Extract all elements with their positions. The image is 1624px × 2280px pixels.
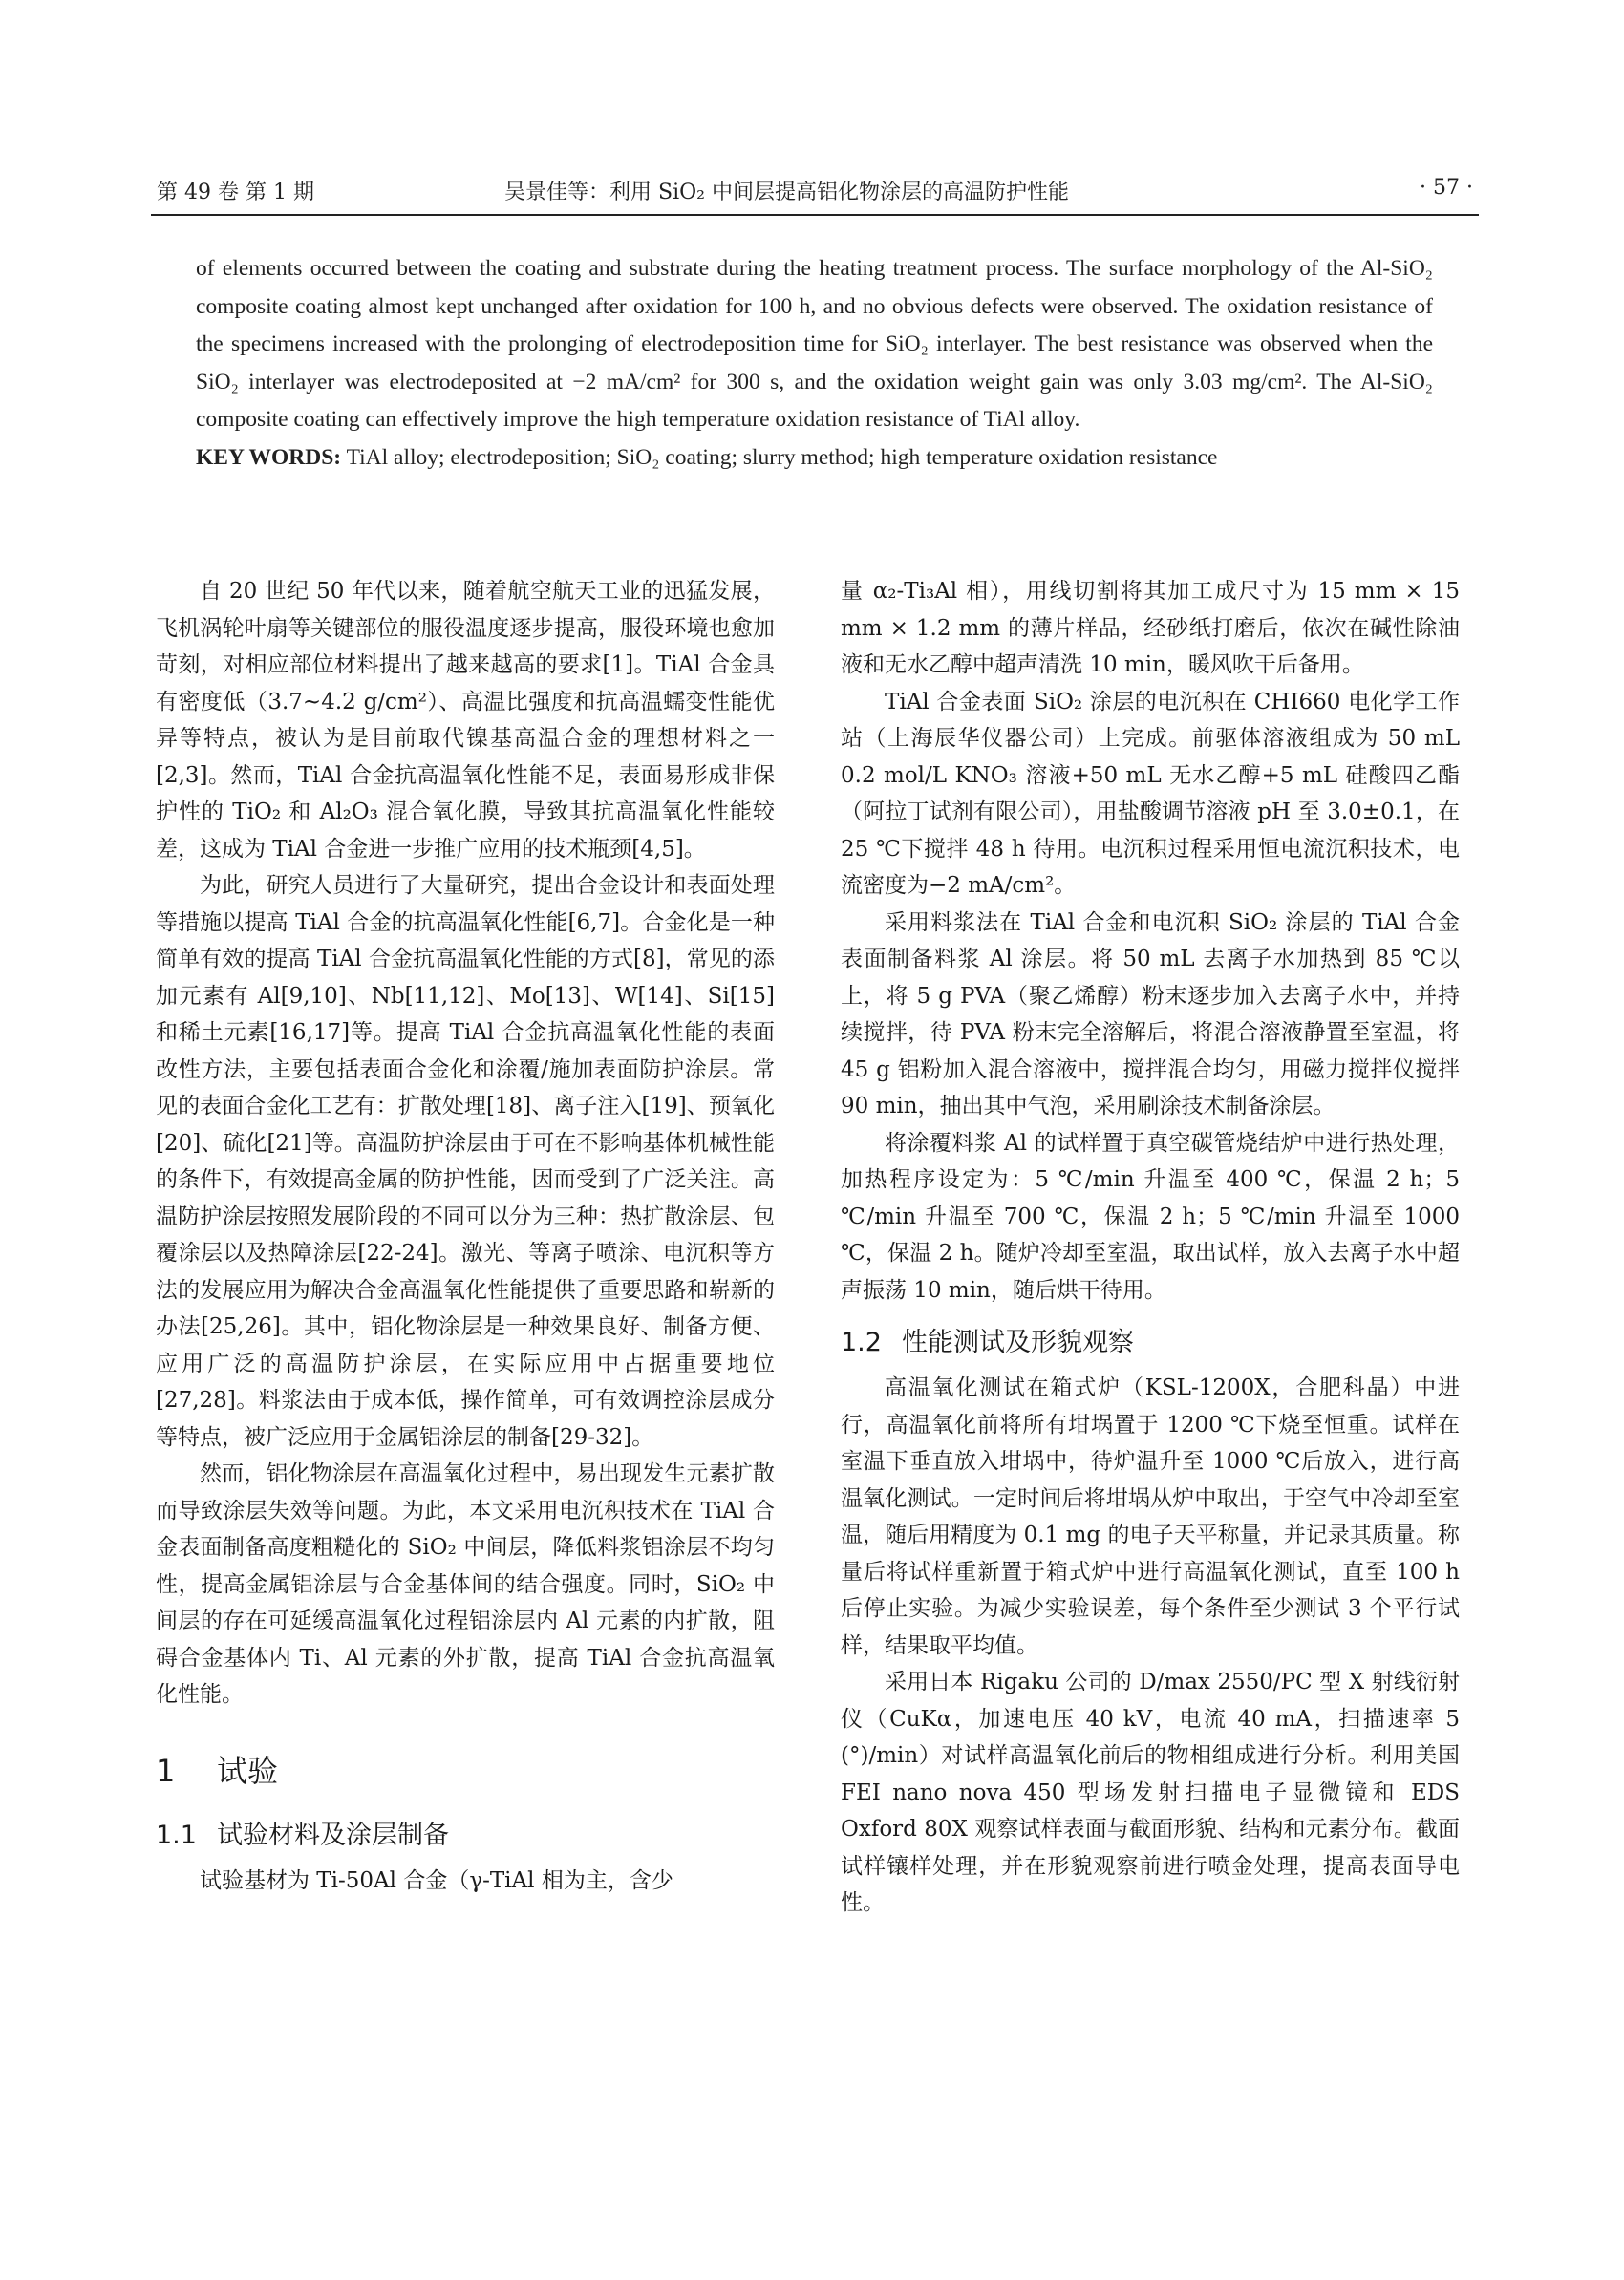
materials-paragraph-cont: 量 α₂-Ti₃Al 相），用线切割将其加工成尺寸为 15 mm × 15 mm × 1.2 mm 的薄片样品，经砂纸打磨后，依次在碱性除油液和无水乙醇中超声清洗 10 min，暖风吹干后备用。 (841, 579, 1460, 677)
section-heading-1 (156, 1752, 775, 1790)
english-abstract (196, 250, 1433, 477)
subsection-number: 1.1 (156, 1820, 197, 1850)
intro-paragraph-2: 为此，研究人员进行了大量研究，提出合金设计和表面处理等措施以提高 TiAl 合金的抗高温氧化性能[6,7]。合金化是一种简单有效的提高 TiAl 合金抗高温氧化性能的方式[8]，常见的添加元素有 Al[9,10]、Nb[11,12]、Mo[13]、W[14]、Si[15]和稀土元素[16,17]等。提高 TiAl 合金抗高温氧化性能的表面改性方法，主要包括表面合金化和涂覆/施加表面防护涂层。常见的表面合金化工艺有：扩散处理[18]、离子注入[19]、预氧化[20]、硫化[21]等。高温防护涂层由于可在不影响基体机械性能的条件下，有效提高金属的防护性能，因而受到了广泛关注。高温防护涂层按照发展阶段的不同可以分为三种：热扩散涂层、包覆涂层以及热障涂层[22-24]。激光、等离子喷涂、电沉积等方法的发展应用为解决合金高温氧化性能提供了重要思路和崭新的办法[25,26]。其中，铝化物涂层是一种效果良好、制备方便、应用广泛的高温防护涂层，在实际应用中占据重要地位[27,28]。料浆法由于成本低，操作简单，可有效调控涂层成分等特点，被广泛应用于金属铝涂层的制备[29-32]。 (156, 873, 775, 1450)
materials-paragraph: 试验基材为 Ti-50Al 合金（γ-TiAl 相为主，含少 (200, 1867, 673, 1893)
characterization-paragraph: 采用日本 Rigaku 公司的 D/max 2550/PC 型 X 射线衍射仪（CuKα，加速电压 40 kV，电流 40 mA，扫描速率 5 (°)/min）对试样高温氧化前后的物相组成进行分析。利用美国 FEI nano nova 450 型场发射扫描电子显微镜和 EDS Oxford 80X 观察试样表面与截面形貌、结构和元素分布。截面试样镶样处理，并在形貌观察前进行喷金处理，提高表面导电性。 (841, 1670, 1460, 1915)
left-column (156, 573, 775, 1899)
right-column (841, 573, 1460, 1922)
subsection-number: 1.2 (841, 1328, 882, 1357)
electrodeposition-paragraph: TiAl 合金表面 SiO₂ 涂层的电沉积在 CHI660 电化学工作站（上海辰华仪器公司）上完成。前驱体溶液组成为 50 mL 0.2 mol/L KNO₃ 溶液+50 mL 无水乙醇+5 mL 硅酸四乙酯（阿拉丁试剂有限公司），用盐酸调节溶液 pH 至 3.0±0.1，在 25 ℃下搅拌 48 h 待用。电沉积过程采用恒电流沉积技术，电流密度为−2 mA/cm²。 (841, 689, 1461, 898)
running-title: 吴景佳等：利用 SiO₂ 中间层提高铝化物涂层的高温防护性能 (504, 181, 1069, 204)
slurry-paragraph: 采用料浆法在 TiAl 合金和电沉积 SiO₂ 涂层的 TiAl 合金表面制备料浆 Al 涂层。将 50 mL 去离子水加热到 85 ℃以上，将 5 g PVA（聚乙烯醇）粉末逐步加入去离子水中，并持续搅拌，待 PVA 粉末完全溶解后，将混合溶液静置至室温，将 45 g 铝粉加入混合溶液中，搅拌混合均匀，用磁力搅拌仪搅拌 90 min，抽出其中气泡，采用刷涂技术制备涂层。 (841, 909, 1460, 1119)
running-header (151, 172, 1479, 216)
subsection-heading-1-2 (841, 1322, 1460, 1364)
keywords-label: KEY WORDS: (196, 444, 342, 470)
page-number: · 57 · (1420, 176, 1473, 200)
abstract-text: of elements occurred between the coating and substrate during the heating treatment process. The surface morphology of the Al-SiO₂ composite coating almost kept unchanged after oxidation for 100 h, and no obvious defects were observed. The oxidation resistance of the specimens increased with the prolonging of electrodeposition time for SiO₂ interlayer. The best resistance was observed when the SiO₂ interlayer was electrodeposited at −2 mA/cm² for 300 s, and the oxidation weight gain was only 3.03 mg/cm². The Al-SiO₂ composite coating can effectively improve the high temperature oxidation resistance of TiAl alloy. (196, 256, 1433, 432)
oxidation-test-paragraph: 高温氧化测试在箱式炉（KSL-1200X，合肥科晶）中进行，高温氧化前将所有坩埚置于 1200 ℃下烧至恒重。试样在室温下垂直放入坩埚中，待炉温升至 1000 ℃后放入，进行高温氧化测试。一定时间后将坩埚从炉中取出，于空气中冷却至室温，随后用精度为 0.1 mg 的电子天平称量，并记录其质量。称量后将试样重新置于箱式炉中进行高温氧化测试，直至 100 h 后停止实验。为减少实验误差，每个条件至少测试 3 个平行试样，结果取平均值。 (841, 1375, 1460, 1658)
section-title: 试验 (217, 1752, 279, 1789)
keywords-text: TiAl alloy; electrodeposition; SiO₂ coating; slurry method; high temperature oxidation resistance (346, 444, 1218, 470)
journal-issue: 第 49 卷 第 1 期 (157, 181, 314, 204)
keywords-line (196, 439, 1433, 478)
subsection-heading-1-1 (156, 1815, 775, 1857)
heat-treatment-paragraph: 将涂覆料浆 Al 的试样置于真空碳管烧结炉中进行热处理，加热程序设定为：5 ℃/min 升温至 400 ℃，保温 2 h；5 ℃/min 升温至 700 ℃，保温 2 h；5 ℃/min 升温至 1000 ℃，保温 2 h。随炉冷却至室温，取出试样，放入去离子水中超声振荡 10 min，随后烘干待用。 (841, 1130, 1460, 1303)
intro-paragraph-3: 然而，铝化物涂层在高温氧化过程中，易出现发生元素扩散而导致涂层失效等问题。为此，本文采用电沉积技术在 TiAl 合金表面制备高度粗糙化的 SiO₂ 中间层，降低料浆铝涂层不均匀性，提高金属铝涂层与合金基体间的结合强度。同时，SiO₂ 中间层的存在可延缓高温氧化过程铝涂层内 Al 元素的内扩散，阻碍合金基体内 Ti、Al 元素的外扩散，提高 TiAl 合金抗高温氧化性能。 (156, 1461, 775, 1707)
section-number: 1 (156, 1752, 176, 1789)
subsection-title: 试验材料及涂层制备 (217, 1820, 449, 1850)
intro-paragraph-1: 自 20 世纪 50 年代以来，随着航空航天工业的迅猛发展，飞机涡轮叶扇等关键部位的服役温度逐步提高，服役环境也愈加苛刻，对相应部位材料提出了越来越高的要求[1]。TiAl 合金具有密度低（3.7~4.2 g/cm²）、高温比强度和抗高温蠕变性能优异等特点，被认为是目前取代镍基高温合金的理想材料之一[2,3]。然而，TiAl 合金抗高温氧化性能不足，表面易形成非保护性的 TiO₂ 和 Al₂O₃ 混合氧化膜，导致其抗高温氧化性能较差，这成为 TiAl 合金进一步推广应用的技术瓶颈[4,5]。 (156, 579, 775, 862)
subsection-title: 性能测试及形貌观察 (902, 1328, 1134, 1357)
